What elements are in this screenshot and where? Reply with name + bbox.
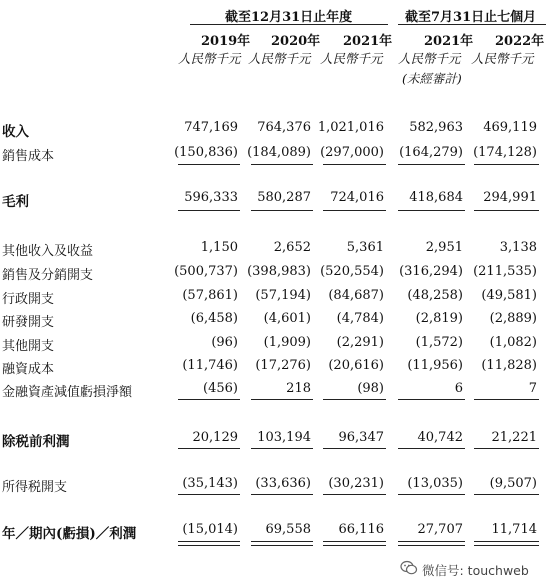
row-label: 研發開支	[2, 315, 55, 330]
row-value: 580,287	[257, 190, 311, 205]
row-value: 11,714	[491, 522, 537, 537]
row-value: (2,889)	[489, 311, 537, 326]
year-2020: 2020年	[271, 34, 321, 49]
row-value: 418,684	[409, 190, 463, 205]
row-value: 40,742	[417, 430, 463, 445]
header-underline-months	[398, 24, 546, 25]
single-rule	[398, 448, 465, 449]
single-rule	[398, 399, 465, 400]
double-rule	[323, 541, 386, 546]
watermark-text: 微信号: touchweb	[422, 563, 529, 578]
row-label: 銷售成本	[2, 149, 55, 164]
single-rule	[323, 399, 386, 400]
row-value: (20,616)	[328, 358, 384, 373]
row-value: (2,819)	[415, 311, 463, 326]
year-2022-period: 2022年	[495, 34, 545, 49]
wechat-icon	[400, 560, 418, 580]
row-value: 21,221	[491, 430, 537, 445]
row-value: (48,258)	[407, 288, 463, 303]
single-rule	[251, 448, 313, 449]
row-value: 7	[528, 381, 537, 396]
row-value: (456)	[203, 381, 238, 396]
single-rule	[251, 494, 313, 495]
row-value: (35,143)	[182, 476, 238, 491]
row-label: 收入	[2, 124, 29, 140]
row-value: (13,035)	[407, 476, 463, 491]
row-value: (164,279)	[399, 145, 463, 160]
row-value: 294,991	[483, 190, 537, 205]
row-value: (98)	[357, 381, 384, 396]
row-value: (17,276)	[255, 358, 311, 373]
header-group-months: 截至7月31日止七個月	[405, 10, 537, 25]
watermark	[400, 560, 529, 580]
row-value: (49,581)	[481, 288, 537, 303]
row-value: (1,572)	[415, 335, 463, 350]
row-label: 年／期內(虧損)／利潤	[2, 526, 137, 542]
row-label: 所得税開支	[2, 480, 68, 495]
year-2019: 2019年	[201, 34, 251, 49]
single-rule	[398, 210, 465, 211]
row-value: (15,014)	[182, 522, 238, 537]
row-value: (150,836)	[174, 145, 238, 160]
row-value: (316,294)	[399, 264, 463, 279]
row-value: 747,169	[184, 120, 238, 135]
row-value: 27,707	[417, 522, 463, 537]
row-label: 其他收入及收益	[2, 244, 94, 259]
year-2021-period: 2021年	[424, 34, 474, 49]
unaudited-note: (未經審計)	[402, 71, 462, 86]
single-rule	[323, 494, 386, 495]
single-rule	[474, 210, 539, 211]
single-rule	[323, 448, 386, 449]
row-value: (4,784)	[336, 311, 384, 326]
row-value: (57,194)	[255, 288, 311, 303]
double-rule	[251, 541, 313, 546]
row-label: 除税前利潤	[2, 434, 70, 450]
row-value: (4,601)	[263, 311, 311, 326]
single-rule	[323, 210, 386, 211]
row-value: (174,128)	[473, 145, 537, 160]
row-value: (30,231)	[328, 476, 384, 491]
currency-2019: 人民幣千元	[178, 51, 241, 66]
single-rule	[251, 399, 313, 400]
row-value: 218	[286, 381, 311, 396]
row-label: 銷售及分銷開支	[2, 268, 94, 283]
row-value: 1,150	[200, 240, 238, 255]
row-value: 724,016	[330, 190, 384, 205]
single-rule	[178, 494, 240, 495]
row-value: (11,828)	[481, 358, 537, 373]
single-rule	[178, 210, 240, 211]
row-value: 5,361	[346, 240, 384, 255]
row-label: 金融資產減值虧損淨額	[2, 385, 133, 400]
row-value: (500,737)	[174, 264, 238, 279]
double-rule	[178, 541, 240, 546]
row-value: (57,861)	[182, 288, 238, 303]
row-label: 其他開支	[2, 339, 55, 354]
single-rule	[323, 164, 386, 165]
single-rule	[178, 448, 240, 449]
row-value: (11,956)	[407, 358, 463, 373]
row-value: (6,458)	[190, 311, 238, 326]
row-label: 毛利	[2, 194, 29, 210]
row-value: (1,082)	[489, 335, 537, 350]
single-rule	[178, 164, 240, 165]
row-value: 103,194	[257, 430, 311, 445]
double-rule	[398, 541, 465, 546]
header-group-years: 截至12月31日止年度	[225, 10, 353, 25]
row-value: 469,119	[483, 120, 537, 135]
single-rule	[398, 494, 465, 495]
row-value: (84,687)	[328, 288, 384, 303]
row-value: (96)	[211, 335, 238, 350]
row-value: 96,347	[338, 430, 384, 445]
single-rule	[251, 210, 313, 211]
row-value: 69,558	[265, 522, 311, 537]
row-value: (184,089)	[247, 145, 311, 160]
currency-2021: 人民幣千元	[320, 51, 383, 66]
row-value: 596,333	[184, 190, 238, 205]
row-label: 融資成本	[2, 362, 55, 377]
single-rule	[474, 448, 539, 449]
row-value: (2,291)	[336, 335, 384, 350]
single-rule	[474, 164, 539, 165]
year-2021: 2021年	[343, 34, 393, 49]
single-rule	[474, 399, 539, 400]
row-value: (520,554)	[320, 264, 384, 279]
header-underline-years	[190, 24, 388, 25]
single-rule	[178, 399, 240, 400]
row-value: (11,746)	[182, 358, 238, 373]
row-value: 6	[454, 381, 463, 396]
row-value: (9,507)	[489, 476, 537, 491]
row-value: (398,983)	[247, 264, 311, 279]
currency-2021-period: 人民幣千元	[398, 51, 461, 66]
row-value: 2,951	[425, 240, 463, 255]
row-value: (1,909)	[263, 335, 311, 350]
row-value: (211,535)	[473, 264, 537, 279]
single-rule	[398, 164, 465, 165]
double-rule	[474, 541, 539, 546]
row-value: (297,000)	[320, 145, 384, 160]
row-value: 20,129	[192, 430, 238, 445]
currency-2022-period: 人民幣千元	[471, 51, 534, 66]
single-rule	[474, 494, 539, 495]
row-value: 1,021,016	[317, 120, 384, 135]
row-value: 764,376	[257, 120, 311, 135]
row-value: (33,636)	[255, 476, 311, 491]
row-value: 582,963	[409, 120, 463, 135]
row-label: 行政開支	[2, 292, 55, 307]
currency-2020: 人民幣千元	[248, 51, 311, 66]
row-value: 66,116	[338, 522, 384, 537]
single-rule	[251, 164, 313, 165]
row-value: 2,652	[273, 240, 311, 255]
row-value: 3,138	[499, 240, 537, 255]
